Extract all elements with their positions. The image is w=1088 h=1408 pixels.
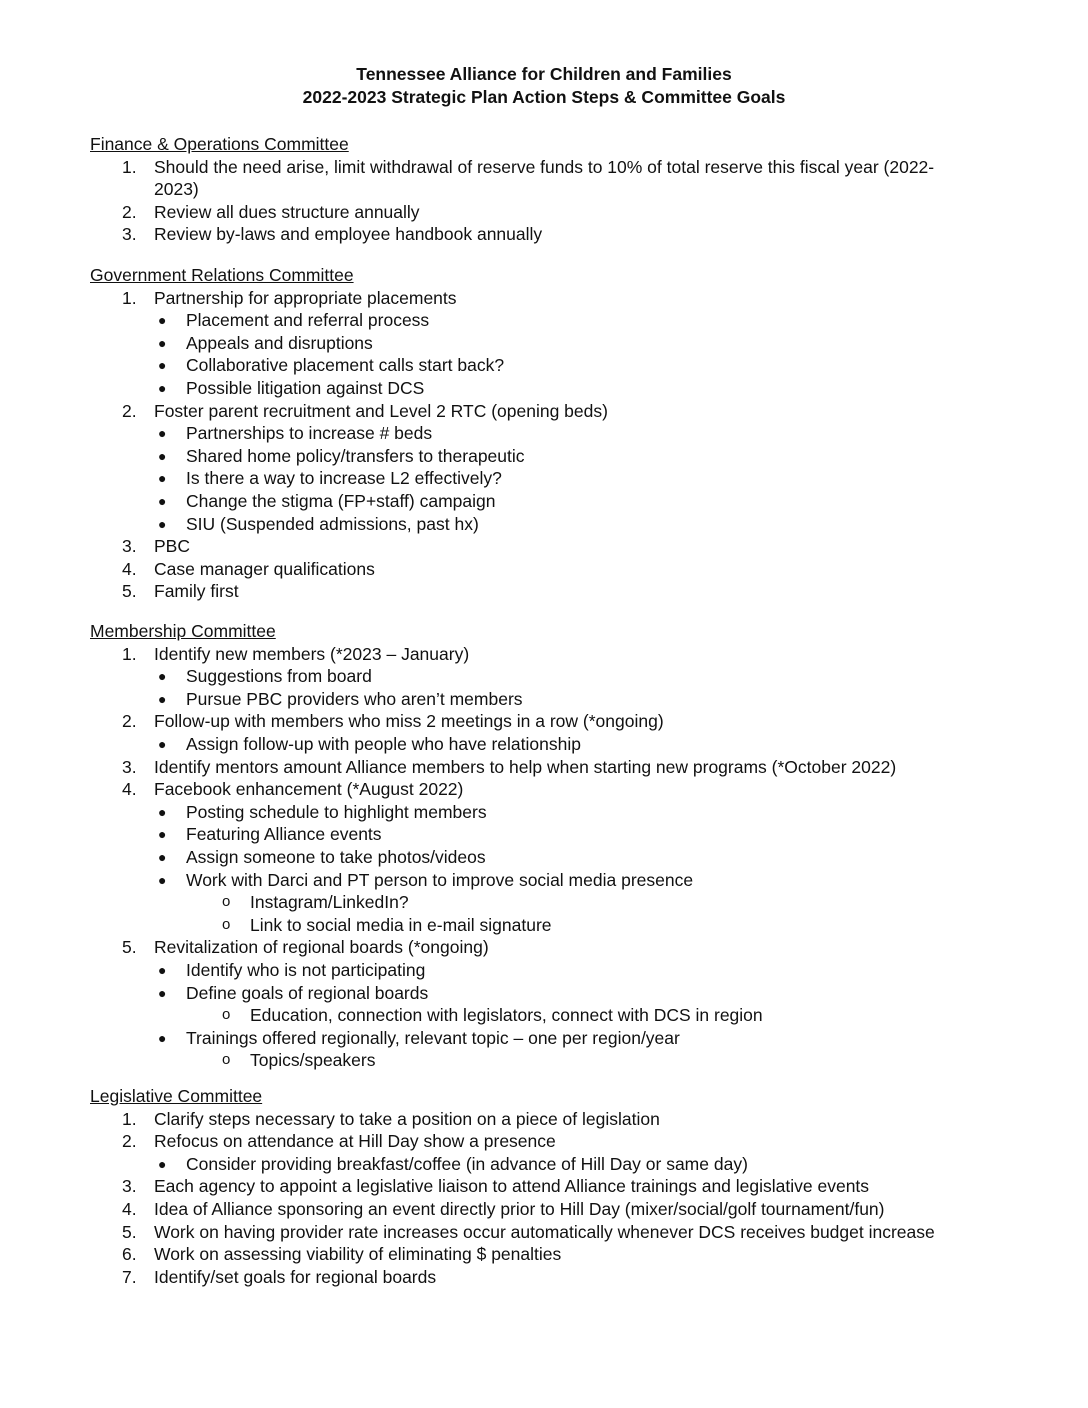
bullet-item	[90, 733, 1010, 756]
item-text: Foster parent recruitment and Level 2 RTC (opening beds)	[154, 400, 608, 421]
list-item	[90, 936, 1010, 959]
bullet-text: Posting schedule to highlight members	[186, 801, 487, 822]
document-title	[0, 63, 1088, 109]
list-item	[90, 156, 1010, 201]
item-text: Partnership for appropriate placements	[154, 287, 457, 308]
bullet-icon: ●	[158, 871, 167, 888]
bullet-icon: ●	[158, 470, 167, 487]
bullet-item	[90, 467, 1010, 490]
government-heading: Government Relations Committee	[90, 265, 354, 285]
sub-bullet-text: Instagram/LinkedIn?	[250, 892, 409, 913]
bullet-icon: ●	[158, 1155, 167, 1172]
item-text: PBC	[154, 536, 190, 557]
bullet-text: Appeals and disruptions	[186, 332, 373, 353]
list-item	[90, 580, 1010, 603]
bullet-item	[90, 1027, 1010, 1050]
item-number: 4.	[122, 1198, 137, 1219]
item-number: 5.	[122, 937, 137, 958]
item-number: 1.	[122, 1108, 137, 1129]
item-number: 1.	[122, 156, 137, 177]
item-text: Should the need arise, limit withdrawal of reserve funds to 10% of total reserve this fiscal year (2022-	[154, 156, 935, 177]
item-text: Work on having provider rate increases occur automatically whenever DCS receives budget increase	[154, 1221, 935, 1242]
bullet-text: Suggestions from board	[186, 666, 372, 687]
circle-bullet-icon: o	[222, 1051, 231, 1069]
item-number: 1.	[122, 643, 137, 664]
item-number: 5.	[122, 1221, 137, 1242]
bullet-icon: ●	[158, 668, 167, 685]
bullet-icon: ●	[158, 848, 167, 865]
item-text: Idea of Alliance sponsoring an event directly prior to Hill Day (mixer/social/golf tournament/fun)	[154, 1198, 885, 1219]
item-text: Facebook enhancement (*August 2022)	[154, 779, 464, 800]
item-number: 2.	[122, 400, 137, 421]
sub-bullet-item	[90, 891, 1010, 914]
item-text: Identify new members (*2023 – January)	[154, 643, 470, 664]
item-text: Each agency to appoint a legislative liaison to attend Alliance trainings and legislative events	[154, 1176, 870, 1197]
item-number: 2.	[122, 1131, 137, 1152]
bullet-icon: ●	[158, 492, 167, 509]
title-line-2: 2022-2023 Strategic Plan Action Steps & Committee Goals	[302, 87, 786, 107]
bullet-item	[90, 445, 1010, 468]
item-text: Clarify steps necessary to take a position on a piece of legislation	[154, 1108, 660, 1129]
item-text: Revitalization of regional boards (*ongoing)	[154, 937, 489, 958]
circle-bullet-icon: o	[222, 1006, 231, 1024]
list-item	[90, 223, 1010, 246]
bullet-icon: ●	[158, 334, 167, 351]
bullet-icon: ●	[158, 803, 167, 820]
bullet-item	[90, 332, 1010, 355]
item-text: Review by-laws and employee handbook annually	[154, 224, 543, 245]
bullet-text: Define goals of regional boards	[186, 982, 429, 1003]
bullet-text: Partnerships to increase # beds	[186, 423, 433, 444]
legislative-heading: Legislative Committee	[90, 1086, 263, 1106]
item-text: Family first	[154, 581, 239, 602]
bullet-text: Is there a way to increase L2 effectively?	[186, 468, 502, 489]
bullet-icon: ●	[158, 961, 167, 978]
list-item	[90, 1175, 1010, 1198]
bullet-icon: ●	[158, 515, 167, 532]
list-item	[90, 1266, 1010, 1289]
item-number: 3.	[122, 756, 137, 777]
bullet-item	[90, 377, 1010, 400]
bullet-item	[90, 869, 1010, 892]
item-text: Work on assessing viability of eliminating $ penalties	[154, 1244, 562, 1265]
list-item	[90, 710, 1010, 733]
bullet-text: Shared home policy/transfers to therapeutic	[186, 445, 525, 466]
bullet-item	[90, 422, 1010, 445]
list-item	[90, 1108, 1010, 1131]
bullet-text: SIU (Suspended admissions, past hx)	[186, 513, 479, 534]
item-text-continued: 2023)	[154, 179, 199, 200]
bullet-item	[90, 354, 1010, 377]
list-item	[90, 1221, 1010, 1244]
item-number: 4.	[122, 558, 137, 579]
bullet-icon: ●	[158, 826, 167, 843]
bullet-item	[90, 801, 1010, 824]
item-text: Identify mentors amount Alliance members to help when starting new programs (*October 2022)	[154, 756, 897, 777]
list-item	[90, 201, 1010, 224]
item-number: 4.	[122, 779, 137, 800]
bullet-icon: ●	[158, 312, 167, 329]
bullet-text: Placement and referral process	[186, 310, 430, 331]
item-text: Identify/set goals for regional boards	[154, 1266, 437, 1287]
bullet-item	[90, 490, 1010, 513]
bullet-text: Featuring Alliance events	[186, 824, 382, 845]
bullet-text: Collaborative placement calls start back?	[186, 355, 505, 376]
bullet-icon: ●	[158, 735, 167, 752]
list-item	[90, 400, 1010, 423]
bullet-icon: ●	[158, 379, 167, 396]
list-item	[90, 1198, 1010, 1221]
bullet-item	[90, 665, 1010, 688]
list-item	[90, 778, 1010, 801]
bullet-item	[90, 846, 1010, 869]
list-item	[90, 287, 1010, 310]
list-item	[90, 558, 1010, 581]
bullet-text: Work with Darci and PT person to improve social media presence	[186, 869, 694, 890]
bullet-text: Consider providing breakfast/coffee (in advance of Hill Day or same day)	[186, 1153, 748, 1174]
bullet-item	[90, 309, 1010, 332]
bullet-text: Change the stigma (FP+staff) campaign	[186, 490, 496, 511]
item-text: Case manager qualifications	[154, 558, 375, 579]
finance-heading: Finance & Operations Committee	[90, 134, 349, 154]
item-number: 3.	[122, 536, 137, 557]
bullet-icon: ●	[158, 447, 167, 464]
list-item	[90, 756, 1010, 779]
legislative-section	[90, 1085, 1010, 1288]
government-section	[90, 264, 1010, 603]
item-number: 5.	[122, 581, 137, 602]
list-item	[90, 643, 1010, 666]
bullet-icon: ●	[158, 1029, 167, 1046]
bullet-item	[90, 823, 1010, 846]
list-item	[90, 535, 1010, 558]
sub-bullet-item	[90, 1049, 1010, 1072]
item-number: 3.	[122, 1176, 137, 1197]
bullet-text: Trainings offered regionally, relevant topic – one per region/year	[186, 1027, 680, 1048]
sub-bullet-text: Education, connection with legislators, connect with DCS in region	[250, 1005, 763, 1026]
membership-heading: Membership Committee	[90, 621, 276, 641]
sub-bullet-text: Topics/speakers	[250, 1050, 376, 1071]
bullet-icon: ●	[158, 357, 167, 374]
circle-bullet-icon: o	[222, 915, 231, 933]
bullet-icon: ●	[158, 425, 167, 442]
item-number: 2.	[122, 201, 137, 222]
item-text: Follow-up with members who miss 2 meetings in a row (*ongoing)	[154, 711, 664, 732]
bullet-item	[90, 959, 1010, 982]
bullet-text: Identify who is not participating	[186, 959, 426, 980]
item-number: 2.	[122, 711, 137, 732]
item-text: Review all dues structure annually	[154, 201, 420, 222]
bullet-item	[90, 688, 1010, 711]
bullet-text: Pursue PBC providers who aren’t members	[186, 688, 523, 709]
bullet-item	[90, 982, 1010, 1005]
title-line-1: Tennessee Alliance for Children and Families	[356, 64, 732, 84]
bullet-item	[90, 1153, 1010, 1176]
bullet-text: Possible litigation against DCS	[186, 377, 425, 398]
circle-bullet-icon: o	[222, 893, 231, 911]
bullet-icon: ●	[158, 690, 167, 707]
list-item	[90, 1130, 1010, 1153]
finance-section	[90, 133, 1010, 246]
item-number: 6.	[122, 1244, 137, 1265]
sub-bullet-text: Link to social media in e-mail signature	[250, 914, 552, 935]
item-number: 3.	[122, 224, 137, 245]
bullet-text: Assign follow-up with people who have relationship	[186, 733, 581, 754]
membership-section	[90, 620, 1010, 1072]
item-number: 7.	[122, 1266, 137, 1287]
sub-bullet-item	[90, 1004, 1010, 1027]
sub-bullet-item	[90, 914, 1010, 937]
list-item	[90, 1243, 1010, 1266]
bullet-item	[90, 513, 1010, 536]
bullet-text: Assign someone to take photos/videos	[186, 846, 486, 867]
bullet-icon: ●	[158, 984, 167, 1001]
item-number: 1.	[122, 287, 137, 308]
item-text: Refocus on attendance at Hill Day show a presence	[154, 1131, 556, 1152]
